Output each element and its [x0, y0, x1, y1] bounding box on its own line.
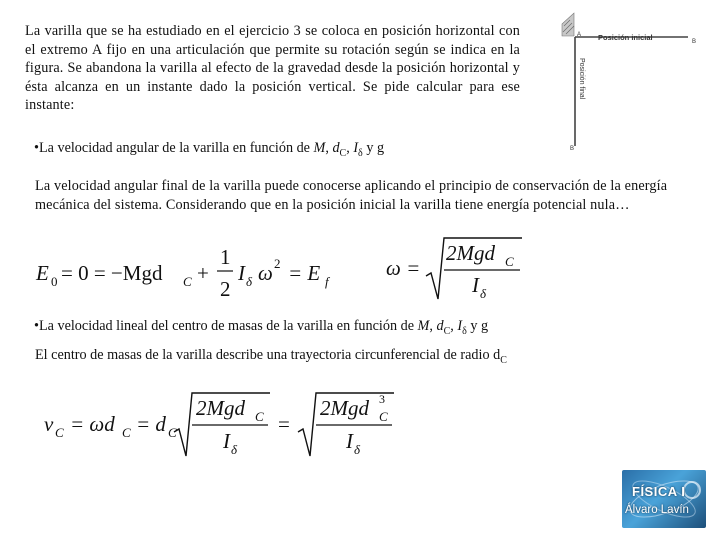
- svg-text:C: C: [122, 425, 131, 440]
- svg-text:I: I: [238, 261, 245, 285]
- course-logo: [622, 470, 706, 528]
- svg-text:3: 3: [379, 392, 385, 406]
- label-initial-position: Posición inicial: [598, 33, 653, 42]
- svg-text:C: C: [168, 425, 177, 440]
- svg-text:2: 2: [274, 256, 281, 271]
- orbit-decoration: [622, 470, 706, 528]
- svg-text:C: C: [505, 254, 514, 269]
- answer-2-text: El centro de masas de la varilla describe una trayectoria circunferencial de radio $d_C$: [35, 347, 507, 366]
- svg-text:0: 0: [51, 274, 58, 289]
- question-2: •La velocidad lineal del centro de masas de la varilla en función de M, $d_C$, $I_\delta$ y g: [34, 318, 489, 337]
- question-1: •La velocidad angular de la varilla en función de M, $d_C$, $I_\delta$ y g: [34, 140, 385, 159]
- svg-text:= 0 = −Mgd: = 0 = −Mgd: [61, 261, 163, 285]
- svg-text:C: C: [379, 409, 388, 424]
- velocity-equation: [40, 384, 410, 460]
- svg-text:= d: = d: [136, 412, 166, 436]
- svg-text:ω: ω: [258, 261, 273, 285]
- label-b-right: B: [692, 39, 697, 45]
- label-final-position: Posición final: [578, 58, 585, 100]
- svg-text:δ: δ: [231, 442, 238, 457]
- svg-text:2Mgd: 2Mgd: [320, 396, 369, 420]
- svg-text:C: C: [255, 409, 264, 424]
- logo-title: FÍSICA I: [632, 484, 686, 499]
- intro-paragraph: La varilla que se ha estudiado en el ejercicio 3 se coloca en posición horizontal con el extremo A fijo en una articulación que permite su rotación según se indica en la figura. Se abandona la varilla al efecto de la gravedad desde la posición horizontal y ésta alcanza en un instante dado la posición vertical. Se pide calcular para ese instante:: [25, 23, 520, 114]
- svg-text:C: C: [183, 274, 192, 289]
- omega-equation: [382, 232, 532, 304]
- rod-figure: [540, 10, 710, 160]
- svg-text:E: E: [36, 261, 49, 285]
- svg-text:2Mgd: 2Mgd: [446, 241, 495, 265]
- label-b-bottom: B: [570, 146, 575, 152]
- svg-text:2: 2: [220, 277, 231, 301]
- hatched-support: [562, 13, 574, 36]
- svg-text:δ: δ: [246, 274, 253, 289]
- svg-text:v: v: [44, 412, 54, 436]
- svg-text:I: I: [346, 429, 353, 453]
- svg-text:= ωd: = ωd: [70, 412, 115, 436]
- svg-text:+: +: [197, 261, 209, 285]
- svg-text:f: f: [325, 274, 329, 289]
- svg-text:δ: δ: [480, 286, 487, 301]
- svg-text:δ: δ: [354, 442, 361, 457]
- svg-text:= E: = E: [288, 261, 321, 285]
- svg-text:2Mgd: 2Mgd: [196, 396, 245, 420]
- energy-equation: [34, 240, 364, 302]
- svg-text:I: I: [223, 429, 230, 453]
- logo-author: Álvaro Lavín: [625, 504, 689, 516]
- svg-text:=: =: [278, 412, 290, 436]
- svg-text:1: 1: [220, 245, 231, 269]
- label-a: A: [577, 32, 582, 38]
- svg-text:C: C: [55, 425, 64, 440]
- svg-text:ω =: ω =: [386, 256, 421, 280]
- svg-text:I: I: [472, 273, 479, 297]
- answer-1-text: La velocidad angular final de la varilla puede conocerse aplicando el principio de conservación de la energía mecánica del sistema. Considerando que en la posición inicial la varilla tiene energía potencial nula…: [35, 178, 668, 213]
